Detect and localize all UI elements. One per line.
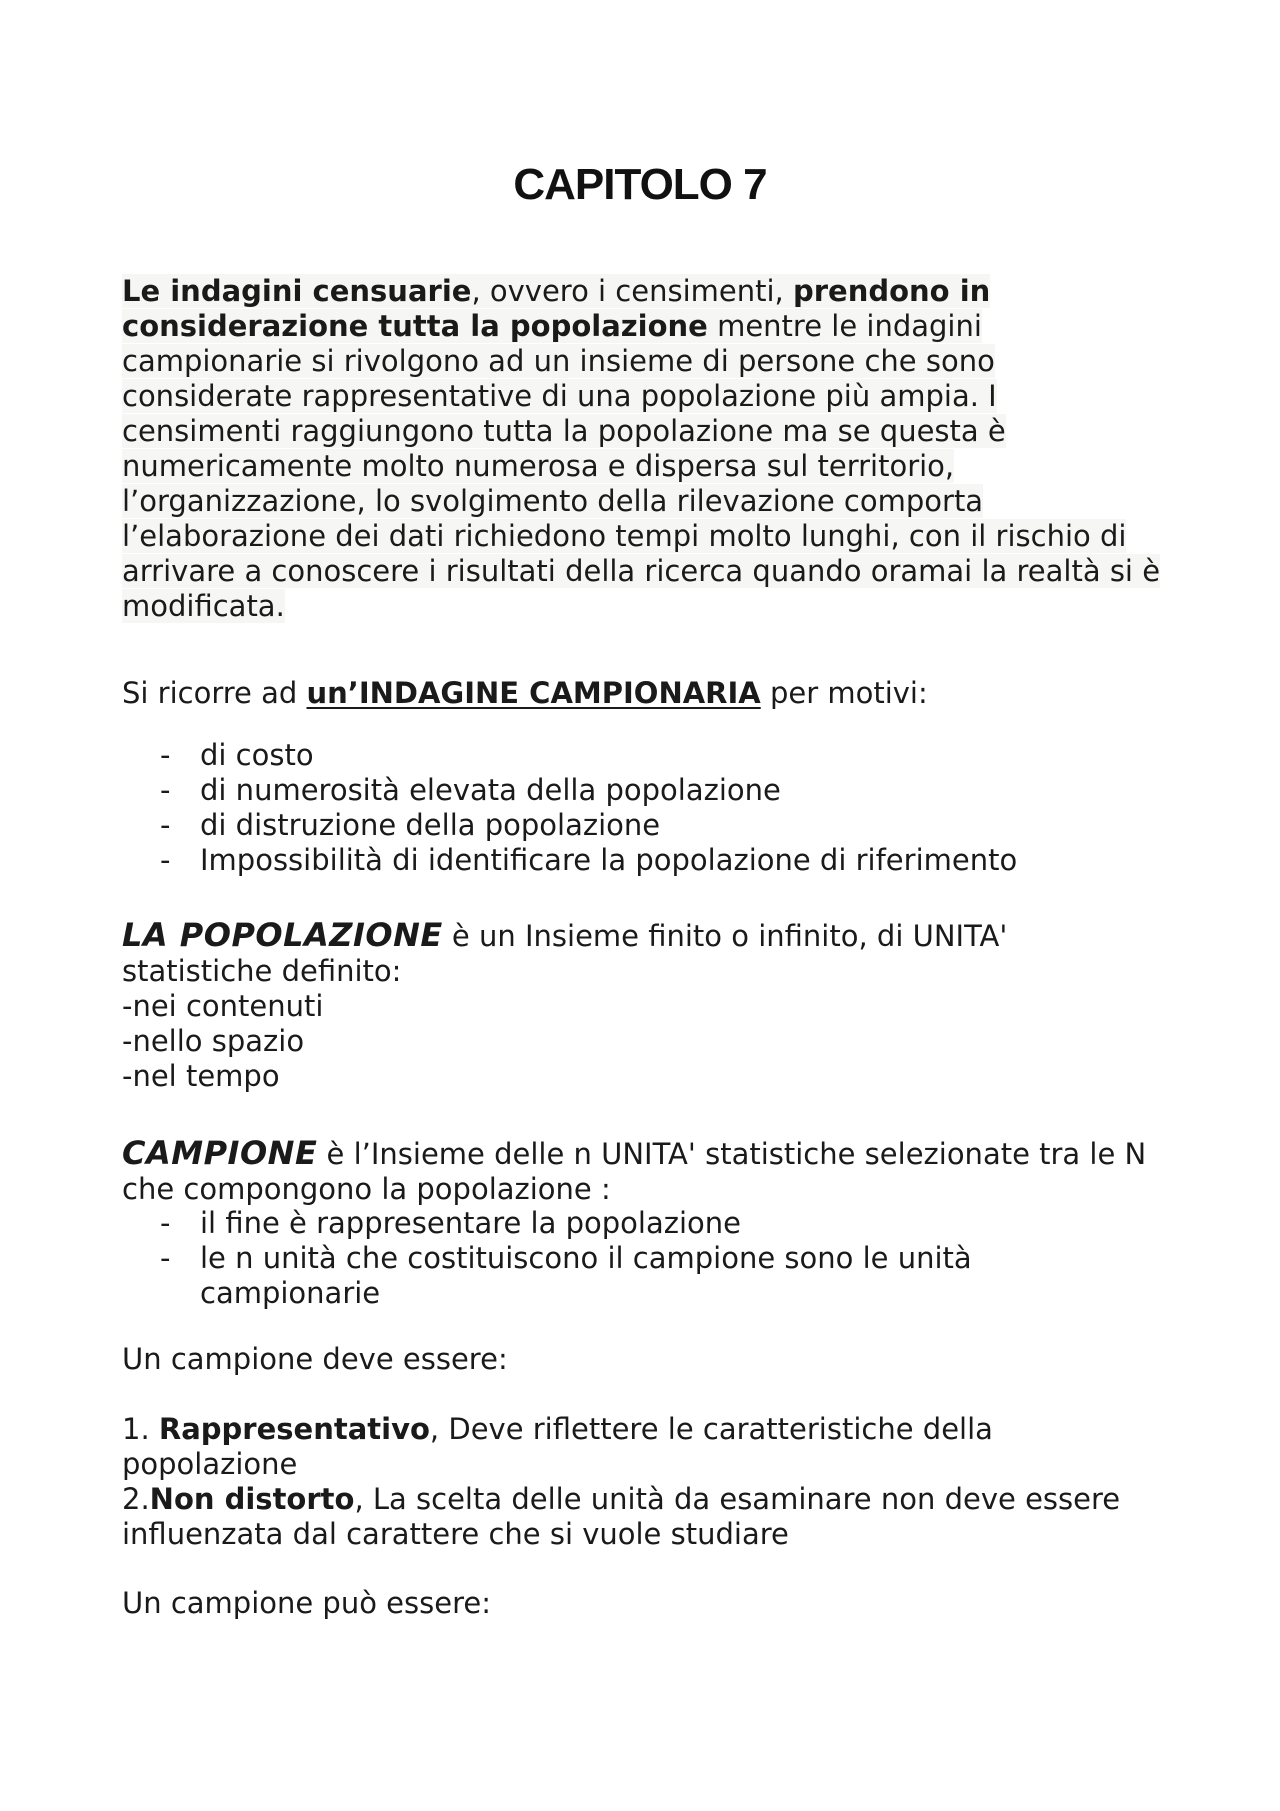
list-item: - le n unità che costituiscono il campione sono le unità campionarie — [160, 1241, 972, 1310]
requirement-text: , La scelta delle unità da esaminare non deve essere influenzata dal carattere che si vuole studiare — [122, 1482, 1121, 1551]
motivi-suffix: per motivi: — [760, 676, 928, 710]
puo-label: Un campione può essere: — [122, 1586, 491, 1620]
list-item: - Impossibilità di identificare la popolazione di riferimento — [160, 843, 1018, 877]
intro-text-1: , ovvero i censimenti, — [471, 274, 793, 308]
list-item: - di costo — [160, 738, 314, 772]
requirement-title: Non distorto — [149, 1482, 355, 1516]
deve-label: Un campione deve essere: — [122, 1342, 508, 1376]
campione-list — [160, 1206, 1160, 1311]
motivi-list — [160, 738, 1160, 878]
popolazione-line: -nello spazio — [122, 1024, 305, 1058]
popolazione-definition — [122, 918, 1162, 1094]
popolazione-text: è un Insieme finito o infinito, di UNITA' statistiche definito: — [122, 919, 1008, 988]
intro-bold-2: prendono in considerazione tutta la popolazione — [122, 274, 991, 343]
motivi-emphasis: un’INDAGINE CAMPIONARIA — [306, 676, 761, 710]
campione-definition — [122, 1136, 1162, 1207]
intro-paragraph — [122, 274, 1162, 624]
list-item: - di distruzione della popolazione — [160, 808, 661, 842]
motivi-prefix: Si ricorre ad — [122, 676, 307, 710]
page-title: CAPITOLO 7 — [513, 160, 767, 209]
list-item: - di numerosità elevata della popolazione — [160, 773, 781, 807]
popolazione-line: -nel tempo — [122, 1059, 280, 1093]
popolazione-line: -nei contenuti — [122, 989, 324, 1023]
campione-heading: CAMPIONE — [122, 1134, 318, 1172]
campione-text: è l’Insieme delle n UNITA' statistiche selezionate tra le N che compongono la popolazione : — [122, 1137, 1147, 1206]
requirement-title: Rappresentativo — [158, 1412, 430, 1446]
deve-requirements — [122, 1412, 1162, 1552]
intro-bold-1: Le indagini censuarie — [122, 274, 472, 308]
popolazione-heading: LA POPOLAZIONE — [122, 916, 443, 954]
list-item: - il fine è rappresentare la popolazione — [160, 1206, 741, 1240]
motivi-intro — [122, 676, 1162, 711]
requirement-number: 2. — [122, 1482, 150, 1516]
requirement-text: , Deve riflettere le caratteristiche della popolazione — [122, 1412, 993, 1481]
intro-text-2: mentre le indagini campionarie si rivolgono ad un insieme di persone che sono considerate rappresentative di una popolazione più ampia. I censimenti raggiungono tutta la popolazione ma se questa è numericamente molto numerosa e dispersa sul territorio, l’organizzazione, lo svolgimento della rilevazione comporta l’elaborazione dei dati richiedono tempi molto lunghi, con il rischio di arrivare a conoscere i risultati della ricerca quando oramai la realtà si è modificata. — [122, 309, 1161, 623]
requirement-number: 1. — [122, 1412, 159, 1446]
